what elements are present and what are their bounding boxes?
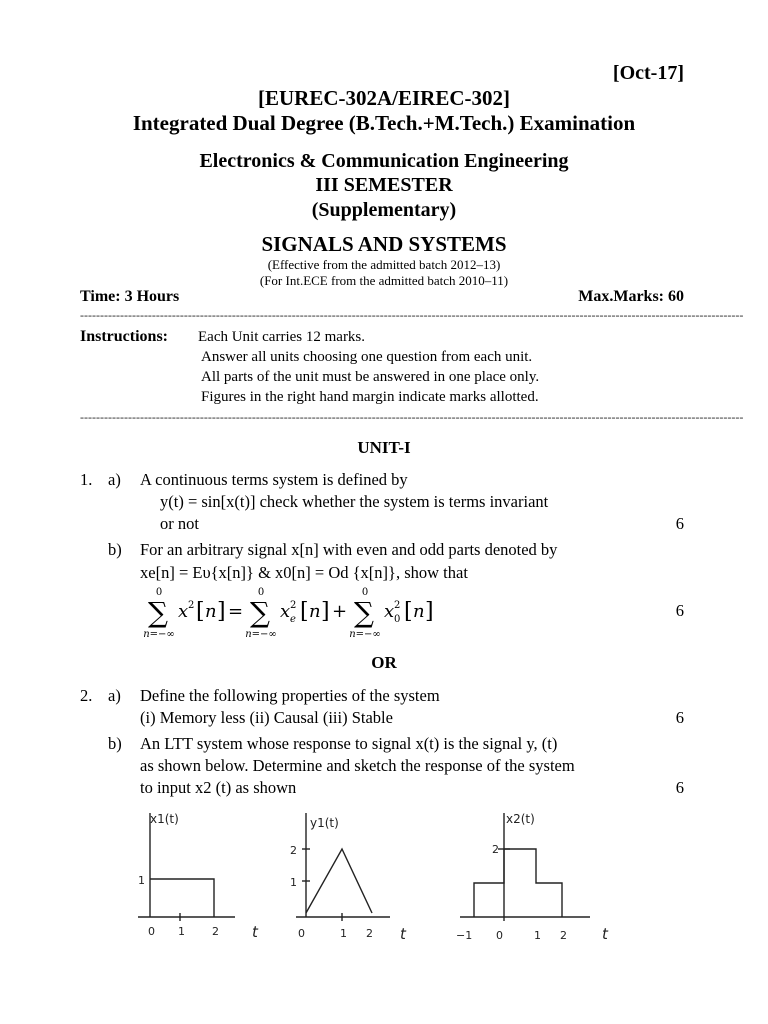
part-label: a) xyxy=(108,686,121,705)
svg-text:2: 2 xyxy=(492,843,499,856)
instruction-line: All parts of the unit must be answered in one place only. xyxy=(201,369,540,385)
svg-text:x: x xyxy=(280,601,291,622)
svg-text:1: 1 xyxy=(340,927,347,940)
instruction-line: Figures in the right hand margin indicate marks allotted. xyxy=(201,389,539,405)
svg-text:e: e xyxy=(290,614,296,625)
question-text: Define the following properties of the system xyxy=(140,686,440,705)
figure-y1 xyxy=(290,813,407,943)
part-label: b) xyxy=(108,734,122,753)
svg-text:∑: ∑ xyxy=(250,596,270,629)
divider: ---------------------------------------------------------------------------------------------------------------------------------------------------------------------- xyxy=(80,410,744,424)
equation-graphic xyxy=(143,584,528,640)
question-text: For an arbitrary signal x[n] with even and odd parts denoted by xyxy=(140,540,558,559)
svg-text:2: 2 xyxy=(212,925,219,938)
instruction-line: Answer all units choosing one question from each unit. xyxy=(201,349,533,365)
svg-text:0: 0 xyxy=(394,614,401,625)
figure-label: y1(t) xyxy=(310,816,339,830)
instructions-label: Instructions: xyxy=(80,328,169,345)
svg-text:0: 0 xyxy=(361,587,369,598)
question-text: as shown below. Determine and sketch the response of the system xyxy=(140,756,575,775)
signal-figures xyxy=(120,805,640,955)
svg-text:n=−∞: n=−∞ xyxy=(245,629,277,640)
svg-text:[: [ xyxy=(404,599,413,624)
svg-text:0: 0 xyxy=(496,929,503,942)
summation-equation xyxy=(143,584,528,640)
time-allowed: Time: 3 Hours xyxy=(80,288,180,305)
effective-note-2: (For Int.ECE from the admitted batch 2010–11) xyxy=(259,273,509,288)
exam-date: [Oct-17] xyxy=(612,62,684,84)
svg-text:1: 1 xyxy=(290,876,297,889)
part-label: b) xyxy=(108,540,122,559)
part-label: a) xyxy=(108,470,121,489)
svg-text:n: n xyxy=(309,601,321,622)
figure-label: x2(t) xyxy=(506,812,535,826)
question-text: A continuous terms system is defined by xyxy=(140,470,408,489)
svg-text:2: 2 xyxy=(290,600,297,611)
svg-text:1: 1 xyxy=(178,925,185,938)
question-text: (i) Memory less (ii) Causal (iii) Stable xyxy=(140,708,393,727)
sum-lower-limit: n=−∞ xyxy=(143,629,175,640)
svg-text:[: [ xyxy=(300,599,309,624)
question-number: 1. xyxy=(80,470,93,489)
svg-text:n=−∞: n=−∞ xyxy=(349,629,381,640)
figure-x1 xyxy=(138,812,259,941)
svg-text:n: n xyxy=(413,601,425,622)
effective-note-1: (Effective from the admitted batch 2012–13) xyxy=(267,257,501,272)
svg-text:2: 2 xyxy=(560,929,567,942)
svg-text:+: + xyxy=(332,601,348,622)
svg-text:0: 0 xyxy=(298,927,305,940)
svg-text:1: 1 xyxy=(138,874,145,887)
semester: III SEMESTER xyxy=(315,174,453,196)
question-text: An LTT system whose response to signal x(t) is the signal y, (t) xyxy=(140,734,558,753)
figure-x2 xyxy=(456,812,609,943)
subject-title: SIGNALS AND SYSTEMS xyxy=(261,232,507,256)
term-x: x xyxy=(178,601,189,622)
svg-text:0: 0 xyxy=(148,925,155,938)
marks: 6 xyxy=(675,778,684,797)
unit-title: UNIT-I xyxy=(357,438,411,457)
svg-text:n: n xyxy=(205,601,217,622)
svg-text:]: ] xyxy=(217,599,226,624)
svg-text:]: ] xyxy=(425,599,434,624)
svg-text:t: t xyxy=(400,925,406,943)
sum-sigma: ∑ xyxy=(148,596,168,629)
instruction-line: Each Unit carries 12 marks. xyxy=(198,329,366,345)
sum-upper-limit: 0 xyxy=(155,587,163,598)
svg-text:x: x xyxy=(384,601,395,622)
svg-text:−1: −1 xyxy=(456,929,473,942)
branch-name: Electronics & Communication Engineering xyxy=(199,150,569,172)
svg-text:2: 2 xyxy=(290,844,297,857)
svg-text:∑: ∑ xyxy=(354,596,374,629)
question-text: xe[n] = Eυ{x[n]} & x0[n] = Od {x[n]}, show that xyxy=(140,563,468,582)
marks: 6 xyxy=(675,601,684,620)
svg-text:0: 0 xyxy=(257,587,265,598)
marks: 6 xyxy=(675,514,684,533)
question-text: y(t) = sin[x(t)] check whether the system is terms invariant xyxy=(160,492,549,511)
exam-title: Integrated Dual Degree (B.Tech.+M.Tech.) Examination xyxy=(132,111,636,135)
max-marks: Max.Marks: 60 xyxy=(578,288,684,305)
question-text: to input x2 (t) as shown xyxy=(140,778,297,797)
svg-text:t: t xyxy=(602,925,608,943)
svg-text:1: 1 xyxy=(534,929,541,942)
figure-label: x1(t) xyxy=(150,812,179,826)
marks: 6 xyxy=(675,708,684,727)
question-text: or not xyxy=(160,514,199,533)
svg-text:t: t xyxy=(252,923,258,941)
exam-type: (Supplementary) xyxy=(311,199,457,221)
svg-text:2: 2 xyxy=(366,927,373,940)
bracket: [ xyxy=(196,599,205,624)
paper-code: [EUREC-302A/EIREC-302] xyxy=(258,86,510,110)
svg-text:]: ] xyxy=(321,599,330,624)
or-separator: OR xyxy=(371,653,397,672)
svg-text:2: 2 xyxy=(394,600,401,611)
question-number: 2. xyxy=(80,686,93,705)
exponent: 2 xyxy=(188,600,195,611)
divider: ---------------------------------------------------------------------------------------------------------------------------------------------------------------------- xyxy=(80,308,744,322)
svg-text:=: = xyxy=(228,601,244,622)
